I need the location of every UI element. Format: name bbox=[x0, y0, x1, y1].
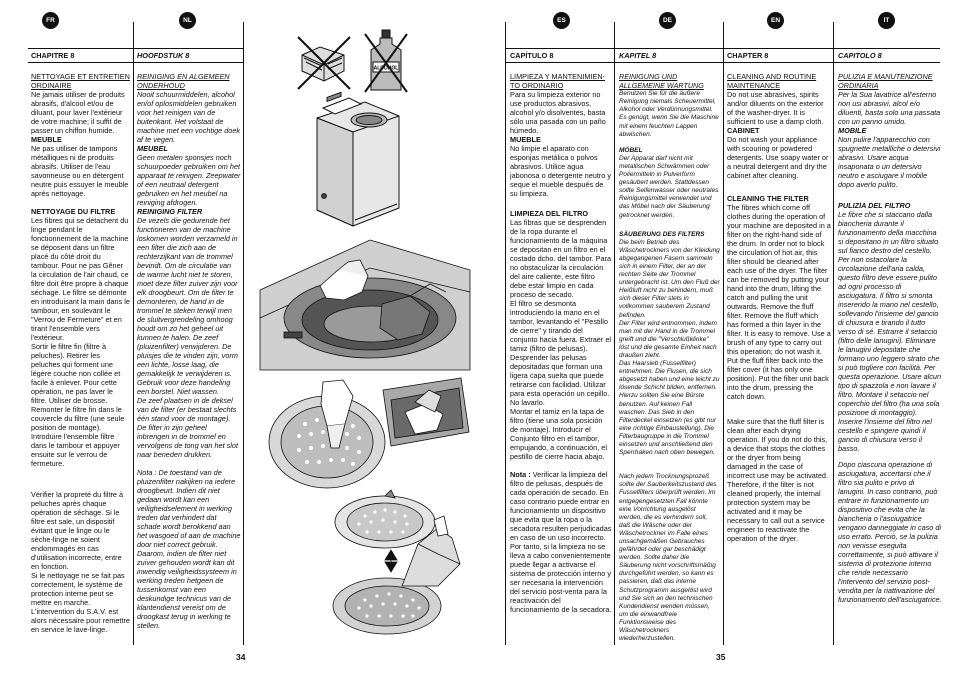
section-title: REINIGING EN ALGEMEEN ONDERHOUD bbox=[137, 73, 230, 90]
bottle-label-text: ALCOHOL bbox=[373, 65, 399, 72]
subheading: SÄUBERUNG DES FILTERS bbox=[619, 230, 705, 238]
no-alcohol-bottle-icon bbox=[363, 28, 409, 94]
subheading: CLEANING THE FILTER bbox=[727, 194, 809, 204]
paragraph: Geen metalen sponsjes noch schuurpoeder gebruiken om het apparaat te reinigen. Zeepwater of een neutraal detergent gebruiken en het meubel na reiniging afdrogen. bbox=[137, 153, 241, 208]
paragraph: Die beim Betrieb des Wäschetrockners von der Kleidung abgegangenen Fasern sammeln sich in einem Filter, der an der rechten Seite der Trommel untergebracht ist. Um den Fluß der Heißluft nicht zu behindern, muß sich dieser Filter stets in vollkommen sauberem Zustand befinden. bbox=[619, 238, 720, 319]
column-it bbox=[838, 73, 942, 648]
subheading: MÖBEL bbox=[619, 146, 643, 154]
section-title: NETTOYAGE ET ENTRETIEN ORDINAIRE bbox=[31, 73, 130, 90]
badge-es: ES bbox=[553, 12, 570, 29]
badge-fr: FR bbox=[42, 12, 59, 29]
chapter-header-fr: CHAPITRE 8 bbox=[31, 51, 75, 60]
paragraph: Nooit schuurmiddelen, alcohol en/of oplosmiddelen gebruiken voor het reinigen van de buitenkant. Het volstaat de machine met een vochtige doek af te vegen. bbox=[137, 90, 241, 145]
subheading: LIMPIEZA DEL FILTRO bbox=[510, 209, 589, 219]
column-divider bbox=[614, 22, 615, 645]
page-number-left: 34 bbox=[236, 652, 246, 662]
chapter-header-de: KAPITEL 8 bbox=[619, 51, 657, 60]
paragraph: El filtro se desmonta introduciendo la mano en el tambor, levantando el "Pestillo de cierre" y tirando del conjunto hacia fuera. Extraer el tamiz (filtro de pelusas). Desprender las pelusas depositadas que forman una ligera capa suelta que puede retirarse con facilidad. Utilizar para esta operación un cepillo. No lavarlo. bbox=[510, 299, 611, 408]
badge-it: IT bbox=[878, 12, 895, 29]
paragraph-text: Verificar la limpieza del filtro de pelusas, después de cada operación de secado. En caso contrario puede entrar en funcionamiento un dispositivo que evita que la ropa o la secadora resulten perjudicadas en caso de un uso incorrecto. Por tanto, si la limpieza no se lleva a cabo convenientemente puede llegar a activarse el sistema de protección interno y ser necesaria la intervención del servicio post-venta para la reactivación del funcionamiento de la secadora. bbox=[510, 470, 612, 615]
paragraph: Dopo ciascuna operazione di asciugatura, accertarsi che il filtro sia pulito e privo di lanugini. In caso contrario, può entrare in funzionamento un dispositivo che evita che la biancheria o l'asciugatrice vengano danneggiate in caso di uso errato. Perciò, se la pulizia non venisse eseguita correttamente, si può attivare il sistema di protezione interno che rende necessario l'intervento del servizio post-vendita per la riattivazione del funzionamento dell'asciugatrice. bbox=[838, 460, 942, 605]
filter-unit-illustration bbox=[265, 372, 475, 490]
subheading: MEUBEL bbox=[137, 144, 168, 154]
paragraph: Benutzen Sie für die äußere Reinigung niemals Scheuermittel, Alkohol oder Verdünnungsmittel. Es genügt, wenn Sie die Maschine mit einem feuchten Lappen abwischen. bbox=[619, 90, 719, 138]
paragraph: No limpie el aparato con esponjas metálica o polvos abrasivos. Utilice agua jabonosa o detergente neutro y seque el mueble después de su limpieza. bbox=[510, 144, 612, 199]
column-divider bbox=[243, 22, 244, 645]
no-abrasive-pad-icon bbox=[294, 33, 354, 93]
column-divider bbox=[723, 22, 724, 645]
paragraph: Put the fluff filter back into the filter cover (it has only one position). Put the filter unit back into the drum, pressing the catch down. bbox=[727, 356, 829, 402]
subheading: CABINET bbox=[727, 126, 760, 136]
paragraph bbox=[510, 470, 612, 614]
subheading: MOBILE bbox=[838, 126, 867, 136]
section-title: REINIGUNG UND ALLGEMEINE WARTUNG bbox=[619, 73, 704, 90]
section-title: LIMPIEZA Y MANTENIMIEN-TO ORDINARIO bbox=[510, 73, 606, 90]
paragraph: Montar el tamiz en la tapa de filtro (tiene una sola posición de montaje). Introducir el Conjunto filtro en el tambor, empujando, a continuación, el pestillo de cierre hacia abajo. bbox=[510, 407, 607, 462]
paragraph: Do not use abrasives, spirits and/or diluents on the exterior of the washer-dryer. It is sufficient to use a damp cloth. bbox=[727, 90, 824, 127]
column-en bbox=[727, 73, 831, 648]
paragraph: Nach jedem Trocknungsprozeß sollte der Sauberkeitszustand des Fusselfilters überprüft werden. Im entgegengesetzten Fall könnte eine Vorrichtung ausgelöst werden, die es verhindern soll, daß die Wäsche oder der Wäschetrockner im Falle eines unsachgemäßen Gebrauches gefährdet oder gar beschädigt werden. Sollte daher die Säuberung nicht vorschriftsmäßig durchgeführt werden, so kann es passieren, daß das interne Schutzprogramm ausgelöst wird und Sie sich an den technischen Kundendienst wenden müssen, um die einwandfreie Funktionsweise des Wäschetrockners wiederherzustellen. bbox=[619, 473, 717, 643]
badge-de: DE bbox=[659, 12, 676, 29]
section-title: PULIZIA E MANUTENZIONE ORDINARIA bbox=[838, 73, 933, 90]
page-number-right: 35 bbox=[716, 652, 726, 662]
paragraph: Vérifier la propreté du filtre à peluches après chaque opération de séchage. Si le filtre est sale, un dispositif évitant que le linge ou le sèche-linge ne soient endommagés en cas d'utilisation incorrecte, entre en fonction. bbox=[31, 490, 124, 572]
column-es bbox=[510, 73, 612, 648]
subheading: PULIZIA DEL FILTRO bbox=[838, 201, 911, 211]
paragraph: Das Haarsieb (Fusselfilter) entnehmen. Die Flusen, die sich abgesetzt haben und eine leicht zu lösende Schicht bilden, entfernen. Hierzu sollten Sie eine Bürste benutzen. Auf keinen Fall waschen. Das Sieb in den Filterdeckel einsetzen (es gibt nur eine richtige Einbaustellung). Die Filterbaugruppe in die Trommel einsetzen und anschließend den Sperrhaken nach oben bewegen. bbox=[619, 360, 720, 457]
paragraph: Les fibres qui se détachent du linge pendant le fonctionnement de la machine se déposent dans un filtre placé du côté droit du tambour. Pour ne pas Gêner la circulation de l'air chaud, ce filtre doit être propre à chaque séchage. Le filtre se démonte en introduisant la main dans le tambour, en soulevant le "Verrou de Fermeture" et en tirant l'ensemble vers l'extérieur. bbox=[31, 216, 130, 343]
paragraph: Nota : De toestand van de pluizenfilter nakijken na iedere droogbeurt. Indien dit niet gedaan wordt kan een veiligheidselement in werking treden dat verhindert dat schade wordt berokkend aan het wasgoed of aan de machine door niet correct gebruik. Daarom, indien de filter niet zuiver gehouden wordt kan dit inwendig veiligheidssysteem in werking treden hetgeen de tussenkomst van een deskundige technicus van de klantendienst vereist om de droogkast terug in werking te stellen. bbox=[137, 468, 241, 631]
subheading: NETTOYAGE DU FILTRE bbox=[31, 207, 116, 217]
chapter-rule bbox=[28, 62, 243, 63]
chapter-rule bbox=[505, 62, 940, 63]
paragraph: Der Apparat darf nicht mit metallischen Schwämmen oder Poliermitteln in Pulverform gesäubert werden. Stattdessen sollte Seifenwasser oder neutrales Reinigungsmittel verwendet und das Möbel nach der Säuberung getrocknet werden. bbox=[619, 154, 719, 219]
column-divider bbox=[133, 22, 134, 645]
paragraph: Per la Sua lavatrice all'esterno non usi abrasivi, alcol e/o diluenti, basta solo una passata con un panno umido. bbox=[838, 90, 941, 127]
column-fr bbox=[31, 73, 130, 648]
paragraph: Para su limpieza exterior no use productos abrasivos, alcohol y/o disolventes, basta sólo una pasada con un paño húmedo. bbox=[510, 90, 606, 136]
paragraph: De vezels die gedurende het functioneren van de machine loskomen worden verzameld in een filter die zich aan de rechterzijkant van de trommel bevindt. Om de circulatie van de warme lucht niet te storen, moet deze filter zuiver zijn voor elk droogbeurt. Om de filter te demonteren, de hand in de trommel te steken terwijl men de sluitvergrendeling omhoog houdt om zo het geheel uit kunnen te halen. De zeef (pluizenfilter) verwijderen. De pluisjes die te vinden zijn, vorm een lichte, losse laag, die gemakkelijk te verwijderen is. Gebruik voor deze handeling een borstel. Niet wassen. bbox=[137, 216, 238, 397]
paragraph: The fibres which come off clothes during the operation of your machine are deposited in a filter on the right-hand side of the drum. In order not to block the circulation of hot air, this filter should be cleaned after each use of the dryer. The filter can be removed by putting your hand into the drum, lifting the catch and pulling the unit outwards. Remove the fluff filter. Remove the fluff which has formed a thin layer in the filter. It is easy to remove. Use a brush of any type to carry out this operation; do not wash it. bbox=[727, 203, 831, 357]
paragraph: Der Filter wird entnommen, indem man mit der Hand in die Trommel greift und die "Verschlußklinke" löst und die gesamte Einheit nach draußen zieht. bbox=[619, 319, 717, 359]
section-title: CLEANING AND ROUTINE MAINTENANCE bbox=[727, 73, 817, 90]
subheading: REINIGING FILTER bbox=[137, 207, 203, 217]
paragraph: Make sure that the fluff filter is clean after each drying operation. If you do not do this, a device that stops the clothes or the dryer from being damaged in the case of incorrect use may be activated. Therefore, if the filter is not cleaned properly, the internal protection system may be activated and it may be necessary to call out a service engineer to reactivate the operation of the dryer. bbox=[727, 417, 828, 544]
paragraph: Sortir le filtre fin (filtre à peluches). Retirer les peluches qui forment une légère couche non collée et facile à enlever. Pour cette opération, ne pas laver le filtre. Utiliser de brosse. Remonter le filtre fin dans le couvercle du filtre (une seule position de montage). Introduire l'ensemble filtre dans le tambour et appuyer ensuite sur le verrou de fermeture. bbox=[31, 342, 125, 469]
column-divider bbox=[505, 22, 506, 645]
nota-label: Nota : bbox=[510, 470, 531, 480]
paragraph: Do not wash your appliance with scouring or powdered detergents. Use soapy water or a neutral detergent and dry the cabinet after cleaning. bbox=[727, 135, 829, 181]
chapter-header-it: CAPITOLO 8 bbox=[838, 51, 882, 60]
chapter-header-nl: HOOFDSTUK 8 bbox=[137, 51, 190, 60]
column-de bbox=[619, 73, 720, 648]
paragraph: Ne pas utiliser de tampons métalliques ni de produits abrasifs. Utiliser de l'eau savonneuse ou en détergent neutre puis essuyer le meuble après nettoyage. bbox=[31, 144, 129, 199]
badge-en: EN bbox=[767, 12, 784, 29]
paragraph: Ne jamais utiliser de produits abrasifs, d'alcool et/ou de diluant, pour laver l'extérieur de votre machine; il suffit de passer un chiffon humide. bbox=[31, 90, 125, 136]
paragraph: Le fibre che si staccano dalla biancheria durante il funzionamento della macchina si depositano in un filtro situato sul fianco destro del cestello. Per non ostacolare la circolazione dell'aria calda, questo filtro deve essere pulito ad ogni processo di asciugatura. Il filtro si smonta inserendo la mano nel cestello, sollevando l'insieme del gancio di chiusura e tirando il tutto verso di sé. Estrarre il setaccio (filtro delle lanugini). Eliminare le lanugini depositate che formano uno leggero strato che si può togliere con facilità. Per questa operazione. Usare alcun tipo di spazzola e non lavare il filtro. Montare il setaccio nel coperchio del filtro (ha una sola posizione di montaggio). Inserire l'insieme del filtro nel cestello e spingere quindi il gancio di chiusura verso il basso. bbox=[838, 210, 942, 454]
filter-removal-closeup-illustration bbox=[398, 514, 470, 592]
badge-nl: NL bbox=[179, 12, 196, 29]
column-nl bbox=[137, 73, 241, 648]
washer-dryer-illustration bbox=[309, 96, 405, 231]
paragraph: De zeef plaatsen in de deksel van de filter (er bestaat slechts één stand voor de montage). De filter in zijn geheel inbrengen in de trommel en vervolgens de tong van het slot naar beneden drukken. bbox=[137, 396, 239, 460]
column-divider bbox=[833, 22, 834, 645]
remove-filter-illustration bbox=[260, 240, 470, 370]
chapter-header-en: CHAPTER 8 bbox=[727, 51, 769, 60]
subheading: MUEBLE bbox=[510, 135, 541, 145]
paragraph: Si le nettoyage ne se fait pas correctement, le système de protection interne peut se mettre en marche. L'intervention du S.A.V. est alors nécessaire pour remettre en service le lave-linge. bbox=[31, 571, 130, 635]
subheading: MEUBLE bbox=[31, 135, 62, 145]
paragraph: Las fibras que se desprenden de la ropa durante el funcionamiento de la máquina se depositan en un filtro en el costado dcho. del tambor. Para no obstaculizar la circulación del aire caliente, este filtro debe estar limpio en cada proceso de secado. bbox=[510, 218, 612, 300]
chapter-header-es: CAPÍTULO 8 bbox=[510, 51, 554, 60]
paragraph: Non pulire l'apparecchio con spugnette metalliche o detersivi abrasivi. Usare acqua insaponata o un detersivo neutro e asciugare il mobile dopo averlo pulito. bbox=[838, 135, 941, 190]
